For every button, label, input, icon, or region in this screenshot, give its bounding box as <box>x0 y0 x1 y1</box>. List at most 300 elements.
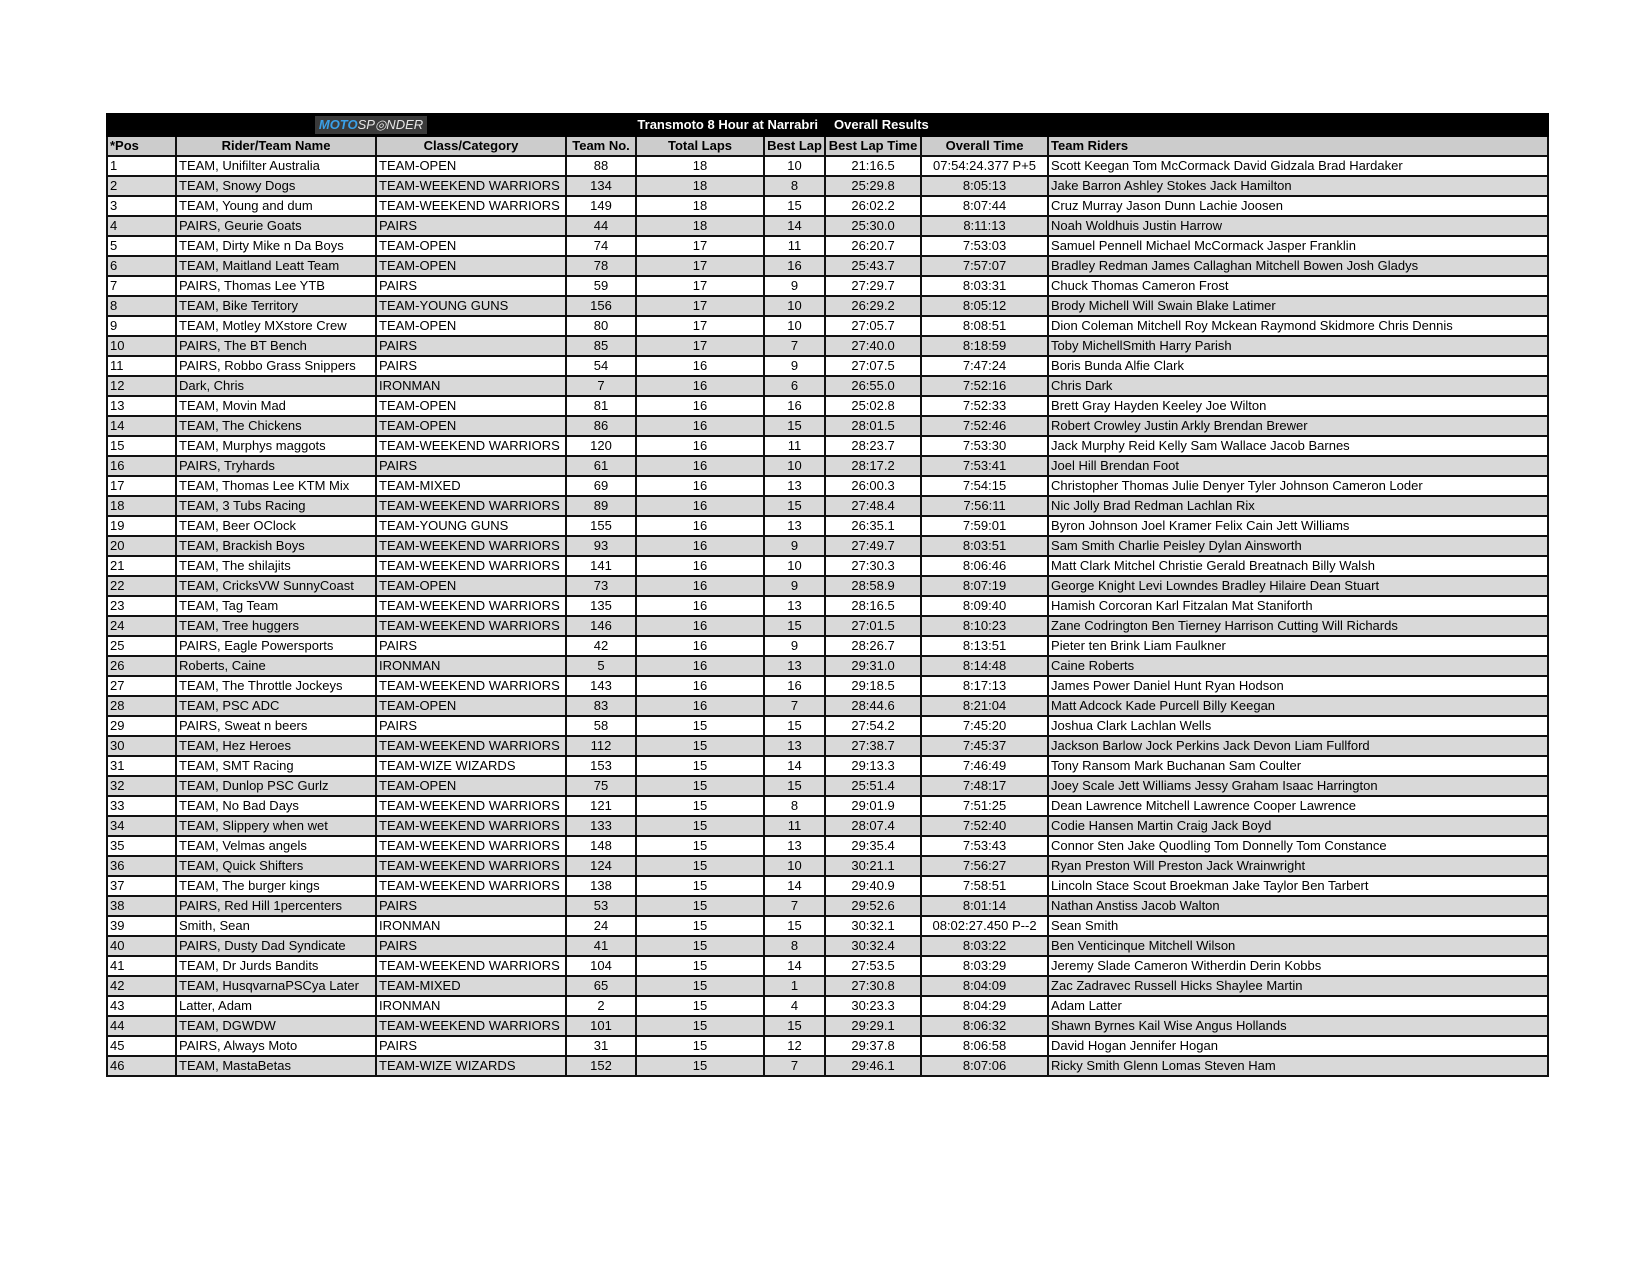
total-laps-cell: 15 <box>636 876 764 896</box>
banner-row <box>107 114 1548 136</box>
best-lap-cell: 9 <box>764 356 825 376</box>
pos-cell: 41 <box>107 956 176 976</box>
best-lap-cell: 7 <box>764 336 825 356</box>
team-no-cell: 143 <box>566 676 636 696</box>
pos-cell: 1 <box>107 156 176 176</box>
class-cell: TEAM-WEEKEND WARRIORS <box>376 536 566 556</box>
overall-time-cell: 7:51:25 <box>921 796 1048 816</box>
best-lap-cell: 7 <box>764 696 825 716</box>
team-no-cell: 80 <box>566 316 636 336</box>
class-cell: IRONMAN <box>376 656 566 676</box>
overall-time-cell: 8:14:48 <box>921 656 1048 676</box>
total-laps-cell: 16 <box>636 476 764 496</box>
best-lap-time-cell: 25:43.7 <box>825 256 921 276</box>
team-no-cell: 120 <box>566 436 636 456</box>
name-cell: PAIRS, Dusty Dad Syndicate <box>176 936 376 956</box>
name-cell: PAIRS, Sweat n beers <box>176 716 376 736</box>
class-cell: PAIRS <box>376 276 566 296</box>
team-riders-cell: David Hogan Jennifer Hogan <box>1048 1036 1548 1056</box>
name-cell: Latter, Adam <box>176 996 376 1016</box>
table-row <box>107 176 1548 196</box>
overall-time-cell: 8:01:14 <box>921 896 1048 916</box>
table-row <box>107 396 1548 416</box>
best-lap-time-cell: 27:38.7 <box>825 736 921 756</box>
overall-time-cell: 7:53:43 <box>921 836 1048 856</box>
class-cell: TEAM-YOUNG GUNS <box>376 296 566 316</box>
table-row <box>107 476 1548 496</box>
team-no-cell: 44 <box>566 216 636 236</box>
overall-time-cell: 08:02:27.450 P--2 <box>921 916 1048 936</box>
pos-cell: 25 <box>107 636 176 656</box>
team-no-cell: 2 <box>566 996 636 1016</box>
team-no-cell: 69 <box>566 476 636 496</box>
best-lap-time-cell: 28:23.7 <box>825 436 921 456</box>
table-row <box>107 936 1548 956</box>
overall-time-cell: 8:21:04 <box>921 696 1048 716</box>
best-lap-time-cell: 26:35.1 <box>825 516 921 536</box>
name-cell: PAIRS, Geurie Goats <box>176 216 376 236</box>
team-no-cell: 134 <box>566 176 636 196</box>
name-cell: TEAM, Motley MXstore Crew <box>176 316 376 336</box>
team-riders-cell: Dion Coleman Mitchell Roy Mckean Raymond Skidmore Chris Dennis <box>1048 316 1548 336</box>
name-cell: Dark, Chris <box>176 376 376 396</box>
team-no-cell: 83 <box>566 696 636 716</box>
best-lap-time-cell: 26:29.2 <box>825 296 921 316</box>
best-lap-cell: 10 <box>764 456 825 476</box>
best-lap-cell: 10 <box>764 156 825 176</box>
table-row <box>107 156 1548 176</box>
pos-cell: 36 <box>107 856 176 876</box>
name-cell: TEAM, Tag Team <box>176 596 376 616</box>
pos-cell: 2 <box>107 176 176 196</box>
overall-time-cell: 8:05:13 <box>921 176 1048 196</box>
team-riders-cell: Byron Johnson Joel Kramer Felix Cain Jett Williams <box>1048 516 1548 536</box>
team-riders-cell: Connor Sten Jake Quodling Tom Donnelly Tom Constance <box>1048 836 1548 856</box>
overall-time-cell: 7:52:16 <box>921 376 1048 396</box>
table-row <box>107 796 1548 816</box>
total-laps-cell: 16 <box>636 416 764 436</box>
pos-cell: 21 <box>107 556 176 576</box>
class-cell: TEAM-OPEN <box>376 696 566 716</box>
overall-time-cell: 7:59:01 <box>921 516 1048 536</box>
total-laps-cell: 15 <box>636 816 764 836</box>
name-cell: TEAM, Murphys maggots <box>176 436 376 456</box>
best-lap-cell: 10 <box>764 296 825 316</box>
table-row <box>107 556 1548 576</box>
name-cell: TEAM, Thomas Lee KTM Mix <box>176 476 376 496</box>
table-row <box>107 736 1548 756</box>
team-no-cell: 153 <box>566 756 636 776</box>
best-lap-cell: 15 <box>764 776 825 796</box>
pos-cell: 11 <box>107 356 176 376</box>
total-laps-cell: 17 <box>636 316 764 336</box>
overall-time-cell: 8:18:59 <box>921 336 1048 356</box>
pos-cell: 28 <box>107 696 176 716</box>
motosponder-logo <box>315 116 427 134</box>
best-lap-time-cell: 26:20.7 <box>825 236 921 256</box>
best-lap-cell: 8 <box>764 796 825 816</box>
class-cell: TEAM-WEEKEND WARRIORS <box>376 816 566 836</box>
class-cell: TEAM-WIZE WIZARDS <box>376 1056 566 1076</box>
best-lap-time-cell: 29:52.6 <box>825 896 921 916</box>
best-lap-cell: 14 <box>764 216 825 236</box>
total-laps-cell: 18 <box>636 176 764 196</box>
best-lap-time-cell: 27:30.3 <box>825 556 921 576</box>
best-lap-cell: 15 <box>764 616 825 636</box>
class-cell: TEAM-WEEKEND WARRIORS <box>376 856 566 876</box>
name-cell: PAIRS, Eagle Powersports <box>176 636 376 656</box>
class-cell: PAIRS <box>376 456 566 476</box>
table-row <box>107 756 1548 776</box>
class-cell: TEAM-OPEN <box>376 396 566 416</box>
name-cell: TEAM, Quick Shifters <box>176 856 376 876</box>
team-riders-cell: Jackson Barlow Jock Perkins Jack Devon Liam Fullford <box>1048 736 1548 756</box>
best-lap-time-cell: 30:21.1 <box>825 856 921 876</box>
team-no-cell: 88 <box>566 156 636 176</box>
total-laps-cell: 18 <box>636 216 764 236</box>
best-lap-time-cell: 27:48.4 <box>825 496 921 516</box>
best-lap-time-cell: 27:40.0 <box>825 336 921 356</box>
best-lap-time-cell: 29:18.5 <box>825 676 921 696</box>
total-laps-cell: 15 <box>636 976 764 996</box>
col-header-team-no: Team No. <box>566 136 636 156</box>
table-row <box>107 636 1548 656</box>
class-cell: TEAM-MIXED <box>376 476 566 496</box>
best-lap-time-cell: 27:53.5 <box>825 956 921 976</box>
overall-time-cell: 8:06:58 <box>921 1036 1048 1056</box>
logo-moto-text: MOTO <box>318 117 358 132</box>
table-row <box>107 1036 1548 1056</box>
class-cell: PAIRS <box>376 356 566 376</box>
class-cell: TEAM-OPEN <box>376 256 566 276</box>
class-cell: TEAM-OPEN <box>376 236 566 256</box>
team-no-cell: 141 <box>566 556 636 576</box>
overall-time-cell: 7:53:03 <box>921 236 1048 256</box>
table-row <box>107 616 1548 636</box>
team-no-cell: 104 <box>566 956 636 976</box>
total-laps-cell: 18 <box>636 156 764 176</box>
pos-cell: 44 <box>107 1016 176 1036</box>
total-laps-cell: 15 <box>636 1036 764 1056</box>
table-row <box>107 576 1548 596</box>
overall-time-cell: 8:05:12 <box>921 296 1048 316</box>
table-row <box>107 456 1548 476</box>
table-row <box>107 436 1548 456</box>
team-no-cell: 146 <box>566 616 636 636</box>
team-riders-cell: Tony Ransom Mark Buchanan Sam Coulter <box>1048 756 1548 776</box>
team-no-cell: 31 <box>566 1036 636 1056</box>
class-cell: TEAM-WEEKEND WARRIORS <box>376 836 566 856</box>
best-lap-time-cell: 30:23.3 <box>825 996 921 1016</box>
name-cell: TEAM, MastaBetas <box>176 1056 376 1076</box>
table-row <box>107 836 1548 856</box>
class-cell: PAIRS <box>376 1036 566 1056</box>
overall-time-cell: 07:54:24.377 P+5 <box>921 156 1048 176</box>
best-lap-cell: 14 <box>764 956 825 976</box>
best-lap-time-cell: 27:54.2 <box>825 716 921 736</box>
pos-cell: 3 <box>107 196 176 216</box>
total-laps-cell: 16 <box>636 356 764 376</box>
team-riders-cell: Cruz Murray Jason Dunn Lachie Joosen <box>1048 196 1548 216</box>
total-laps-cell: 15 <box>636 736 764 756</box>
team-riders-cell: Toby MichellSmith Harry Parish <box>1048 336 1548 356</box>
overall-time-cell: 7:52:40 <box>921 816 1048 836</box>
team-riders-cell: Bradley Redman James Callaghan Mitchell Bowen Josh Gladys <box>1048 256 1548 276</box>
team-no-cell: 42 <box>566 636 636 656</box>
pos-cell: 30 <box>107 736 176 756</box>
pos-cell: 38 <box>107 896 176 916</box>
total-laps-cell: 16 <box>636 396 764 416</box>
total-laps-cell: 17 <box>636 336 764 356</box>
total-laps-cell: 15 <box>636 1056 764 1076</box>
team-riders-cell: Pieter ten Brink Liam Faulkner <box>1048 636 1548 656</box>
overall-time-cell: 8:03:22 <box>921 936 1048 956</box>
table-row <box>107 696 1548 716</box>
overall-time-cell: 7:45:20 <box>921 716 1048 736</box>
class-cell: PAIRS <box>376 936 566 956</box>
team-riders-cell: Ben Venticinque Mitchell Wilson <box>1048 936 1548 956</box>
best-lap-time-cell: 25:02.8 <box>825 396 921 416</box>
team-no-cell: 138 <box>566 876 636 896</box>
name-cell: TEAM, Brackish Boys <box>176 536 376 556</box>
name-cell: PAIRS, Always Moto <box>176 1036 376 1056</box>
pos-cell: 7 <box>107 276 176 296</box>
col-header-name: Rider/Team Name <box>176 136 376 156</box>
team-no-cell: 5 <box>566 656 636 676</box>
name-cell: TEAM, DGWDW <box>176 1016 376 1036</box>
pos-cell: 16 <box>107 456 176 476</box>
team-riders-cell: Lincoln Stace Scout Broekman Jake Taylor Ben Tarbert <box>1048 876 1548 896</box>
best-lap-cell: 13 <box>764 736 825 756</box>
total-laps-cell: 15 <box>636 1016 764 1036</box>
overall-time-cell: 8:07:06 <box>921 1056 1048 1076</box>
overall-time-cell: 8:06:32 <box>921 1016 1048 1036</box>
table-row <box>107 356 1548 376</box>
team-no-cell: 149 <box>566 196 636 216</box>
best-lap-cell: 12 <box>764 1036 825 1056</box>
pos-cell: 12 <box>107 376 176 396</box>
pos-cell: 22 <box>107 576 176 596</box>
team-riders-cell: Jeremy Slade Cameron Witherdin Derin Kobbs <box>1048 956 1548 976</box>
pos-cell: 32 <box>107 776 176 796</box>
best-lap-time-cell: 29:37.8 <box>825 1036 921 1056</box>
best-lap-cell: 15 <box>764 716 825 736</box>
name-cell: TEAM, Unifilter Australia <box>176 156 376 176</box>
name-cell: TEAM, The shilajits <box>176 556 376 576</box>
overall-time-cell: 7:52:46 <box>921 416 1048 436</box>
best-lap-cell: 6 <box>764 376 825 396</box>
table-row <box>107 376 1548 396</box>
total-laps-cell: 16 <box>636 456 764 476</box>
name-cell: PAIRS, Robbo Grass Snippers <box>176 356 376 376</box>
class-cell: IRONMAN <box>376 376 566 396</box>
total-laps-cell: 16 <box>636 616 764 636</box>
class-cell: IRONMAN <box>376 916 566 936</box>
team-no-cell: 65 <box>566 976 636 996</box>
team-riders-cell: Zac Zadravec Russell Hicks Shaylee Martin <box>1048 976 1548 996</box>
table-row <box>107 596 1548 616</box>
name-cell: TEAM, CricksVW SunnyCoast <box>176 576 376 596</box>
name-cell: TEAM, Bike Territory <box>176 296 376 316</box>
name-cell: TEAM, Dr Jurds Bandits <box>176 956 376 976</box>
best-lap-time-cell: 29:29.1 <box>825 1016 921 1036</box>
best-lap-time-cell: 28:58.9 <box>825 576 921 596</box>
table-row <box>107 316 1548 336</box>
results-body <box>107 156 1548 1076</box>
team-no-cell: 24 <box>566 916 636 936</box>
best-lap-cell: 13 <box>764 596 825 616</box>
team-riders-cell: Matt Adcock Kade Purcell Billy Keegan <box>1048 696 1548 716</box>
pos-cell: 40 <box>107 936 176 956</box>
best-lap-time-cell: 30:32.1 <box>825 916 921 936</box>
name-cell: TEAM, The Throttle Jockeys <box>176 676 376 696</box>
best-lap-cell: 4 <box>764 996 825 1016</box>
pos-cell: 17 <box>107 476 176 496</box>
best-lap-cell: 15 <box>764 916 825 936</box>
best-lap-time-cell: 28:26.7 <box>825 636 921 656</box>
name-cell: TEAM, HusqvarnaPSCya Later <box>176 976 376 996</box>
best-lap-time-cell: 27:07.5 <box>825 356 921 376</box>
pos-cell: 39 <box>107 916 176 936</box>
col-header-best-lap: Best Lap <box>764 136 825 156</box>
best-lap-cell: 15 <box>764 416 825 436</box>
class-cell: TEAM-WEEKEND WARRIORS <box>376 796 566 816</box>
pos-cell: 27 <box>107 676 176 696</box>
name-cell: TEAM, PSC ADC <box>176 696 376 716</box>
best-lap-cell: 11 <box>764 436 825 456</box>
team-no-cell: 135 <box>566 596 636 616</box>
total-laps-cell: 16 <box>636 376 764 396</box>
table-row <box>107 916 1548 936</box>
best-lap-cell: 13 <box>764 656 825 676</box>
team-riders-cell: Noah Woldhuis Justin Harrow <box>1048 216 1548 236</box>
total-laps-cell: 16 <box>636 676 764 696</box>
table-row <box>107 536 1548 556</box>
best-lap-time-cell: 28:44.6 <box>825 696 921 716</box>
overall-time-cell: 8:03:31 <box>921 276 1048 296</box>
team-riders-cell: Boris Bunda Alfie Clark <box>1048 356 1548 376</box>
total-laps-cell: 15 <box>636 856 764 876</box>
best-lap-cell: 9 <box>764 576 825 596</box>
team-riders-cell: Chris Dark <box>1048 376 1548 396</box>
name-cell: TEAM, Beer OClock <box>176 516 376 536</box>
col-header-pos: *Pos <box>107 136 176 156</box>
team-riders-cell: George Knight Levi Lowndes Bradley Hilaire Dean Stuart <box>1048 576 1548 596</box>
best-lap-time-cell: 25:30.0 <box>825 216 921 236</box>
team-riders-cell: Nathan Anstiss Jacob Walton <box>1048 896 1548 916</box>
table-row <box>107 336 1548 356</box>
best-lap-time-cell: 27:29.7 <box>825 276 921 296</box>
best-lap-cell: 10 <box>764 316 825 336</box>
pos-cell: 18 <box>107 496 176 516</box>
best-lap-time-cell: 28:01.5 <box>825 416 921 436</box>
class-cell: TEAM-WEEKEND WARRIORS <box>376 176 566 196</box>
overall-time-cell: 7:45:37 <box>921 736 1048 756</box>
pos-cell: 42 <box>107 976 176 996</box>
team-no-cell: 156 <box>566 296 636 316</box>
class-cell: TEAM-WEEKEND WARRIORS <box>376 876 566 896</box>
team-riders-cell: Robert Crowley Justin Arkly Brendan Brewer <box>1048 416 1548 436</box>
table-row <box>107 516 1548 536</box>
team-no-cell: 85 <box>566 336 636 356</box>
team-riders-cell: Brett Gray Hayden Keeley Joe Wilton <box>1048 396 1548 416</box>
table-row <box>107 216 1548 236</box>
col-header-best-lap-time: Best Lap Time <box>825 136 921 156</box>
overall-time-cell: 7:47:24 <box>921 356 1048 376</box>
best-lap-time-cell: 25:29.8 <box>825 176 921 196</box>
name-cell: TEAM, 3 Tubs Racing <box>176 496 376 516</box>
team-no-cell: 81 <box>566 396 636 416</box>
name-cell: TEAM, Slippery when wet <box>176 816 376 836</box>
table-row <box>107 656 1548 676</box>
name-cell: TEAM, The Chickens <box>176 416 376 436</box>
banner-blank-cell <box>107 114 176 136</box>
col-header-class: Class/Category <box>376 136 566 156</box>
name-cell: TEAM, No Bad Days <box>176 796 376 816</box>
team-no-cell: 54 <box>566 356 636 376</box>
total-laps-cell: 15 <box>636 796 764 816</box>
table-row <box>107 896 1548 916</box>
name-cell: TEAM, Dirty Mike n Da Boys <box>176 236 376 256</box>
pos-cell: 26 <box>107 656 176 676</box>
team-no-cell: 41 <box>566 936 636 956</box>
total-laps-cell: 15 <box>636 756 764 776</box>
team-no-cell: 59 <box>566 276 636 296</box>
team-riders-cell: James Power Daniel Hunt Ryan Hodson <box>1048 676 1548 696</box>
best-lap-time-cell: 28:17.2 <box>825 456 921 476</box>
class-cell: TEAM-WEEKEND WARRIORS <box>376 1016 566 1036</box>
overall-time-cell: 7:48:17 <box>921 776 1048 796</box>
best-lap-cell: 9 <box>764 636 825 656</box>
team-no-cell: 155 <box>566 516 636 536</box>
table-row <box>107 196 1548 216</box>
team-no-cell: 101 <box>566 1016 636 1036</box>
best-lap-cell: 15 <box>764 196 825 216</box>
team-no-cell: 73 <box>566 576 636 596</box>
table-row <box>107 976 1548 996</box>
col-header-total-laps: Total Laps <box>636 136 764 156</box>
team-no-cell: 7 <box>566 376 636 396</box>
total-laps-cell: 17 <box>636 296 764 316</box>
class-cell: TEAM-OPEN <box>376 416 566 436</box>
overall-time-cell: 8:17:13 <box>921 676 1048 696</box>
best-lap-cell: 10 <box>764 856 825 876</box>
pos-cell: 10 <box>107 336 176 356</box>
best-lap-cell: 14 <box>764 756 825 776</box>
best-lap-cell: 13 <box>764 836 825 856</box>
best-lap-time-cell: 29:01.9 <box>825 796 921 816</box>
overall-time-cell: 8:04:09 <box>921 976 1048 996</box>
pos-cell: 37 <box>107 876 176 896</box>
pos-cell: 14 <box>107 416 176 436</box>
best-lap-time-cell: 27:49.7 <box>825 536 921 556</box>
team-riders-cell: Adam Latter <box>1048 996 1548 1016</box>
team-riders-cell: Zane Codrington Ben Tierney Harrison Cutting Will Richards <box>1048 616 1548 636</box>
class-cell: TEAM-OPEN <box>376 156 566 176</box>
best-lap-time-cell: 29:31.0 <box>825 656 921 676</box>
class-cell: PAIRS <box>376 216 566 236</box>
total-laps-cell: 15 <box>636 996 764 1016</box>
best-lap-cell: 16 <box>764 256 825 276</box>
pos-cell: 5 <box>107 236 176 256</box>
overall-time-cell: 7:57:07 <box>921 256 1048 276</box>
best-lap-cell: 1 <box>764 976 825 996</box>
table-row <box>107 716 1548 736</box>
best-lap-cell: 9 <box>764 276 825 296</box>
team-no-cell: 86 <box>566 416 636 436</box>
best-lap-cell: 8 <box>764 176 825 196</box>
class-cell: TEAM-WEEKEND WARRIORS <box>376 736 566 756</box>
